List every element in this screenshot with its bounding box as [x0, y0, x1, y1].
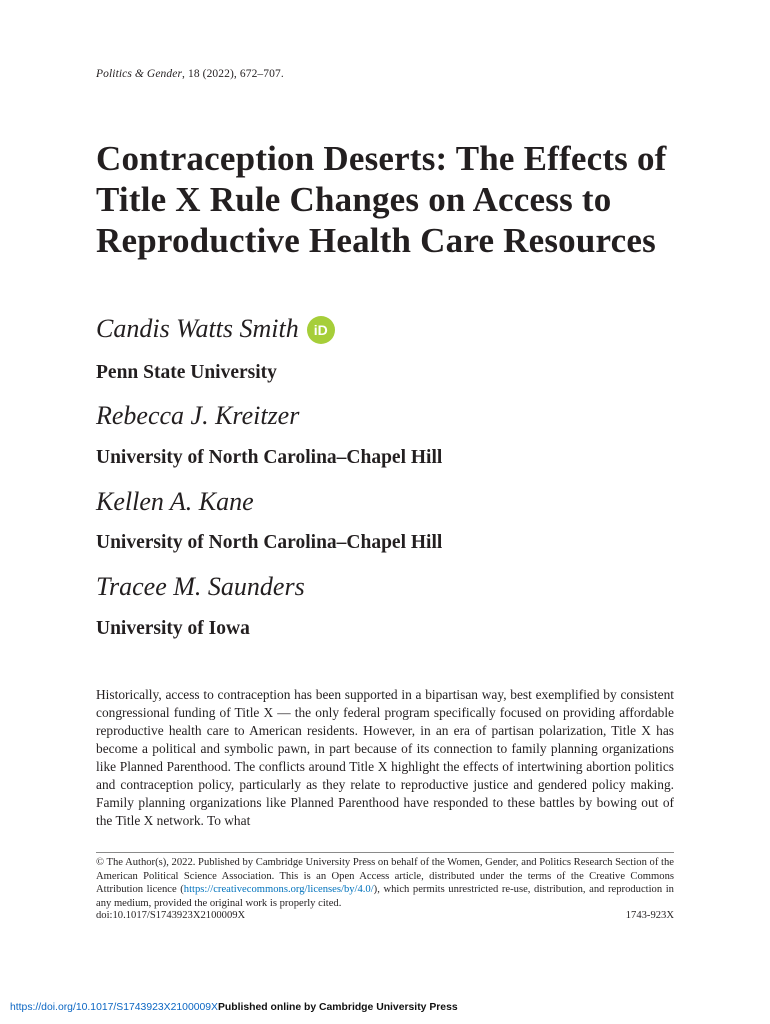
volume-pages: , 18 (2022), 672–707.	[182, 68, 284, 80]
published-online: Published online by Cambridge University Press	[218, 1002, 458, 1013]
divider	[96, 852, 674, 853]
author-affiliation: University of North Carolina–Chapel Hill	[96, 532, 443, 553]
orcid-icon[interactable]: iD	[307, 316, 335, 344]
journal-name: Politics & Gender	[96, 68, 183, 80]
author-name: Kellen A. Kane	[96, 487, 254, 516]
author-name-text: Candis Watts Smith	[96, 314, 299, 343]
article-doi: doi:10.1017/S1743923X2100009X	[96, 910, 246, 921]
author-name	[96, 314, 335, 344]
abstract-text: Historically, access to contraception has been supported in a bipartisan way, best exemplified by consistent congressional funding of Title X — the only federal program specifically focused on providing affordable reproductive health care to American residents. However, in an era of partisan polarization, Title X has become a political and symbolic pawn, in part because of its connection to family planning organizations like Planned Parenthood. The conflicts around Title X highlight the effects of intertwining abortion politics and contraception policy, particularly as they relate to reproductive justice and gendered policy making. Family planning organizations like Planned Parenthood have responded to these battles by bowing out of the Title X network. To what	[96, 687, 674, 828]
author-affiliation: University of Iowa	[96, 618, 250, 639]
author-affiliation: Penn State University	[96, 362, 277, 383]
author-affiliation: University of North Carolina–Chapel Hill	[96, 447, 443, 468]
doi-link[interactable]: https://doi.org/10.1017/S1743923X2100009X	[10, 1002, 218, 1013]
page-footer	[10, 1002, 458, 1013]
article-title: Contraception Deserts: The Effects of Title X Rule Changes on Access to Reproductive Health Care Resources	[96, 139, 667, 260]
copyright-notice	[96, 856, 674, 910]
author-name: Rebecca J. Kreitzer	[96, 401, 300, 430]
issn: 1743-923X	[625, 910, 674, 921]
journal-citation	[96, 68, 284, 80]
copyright-text: © The Author(s), 2022. Published by Cambridge University Press on behalf of the Women, Gender, and Politics Research Section of the American Political Science Association. This is an Open Access article, distributed under the terms of the Creative Commons Attribution licence (	[96, 857, 674, 896]
license-link[interactable]: https://creativecommons.org/licenses/by/4.0/	[183, 884, 374, 896]
identifier-line	[96, 910, 674, 921]
copyright-text-end: ), which permits unrestricted re-use, distribution, and reproduction in any medium, provided the original work is properly cited.	[96, 884, 674, 909]
author-name: Tracee M. Saunders	[96, 572, 305, 601]
